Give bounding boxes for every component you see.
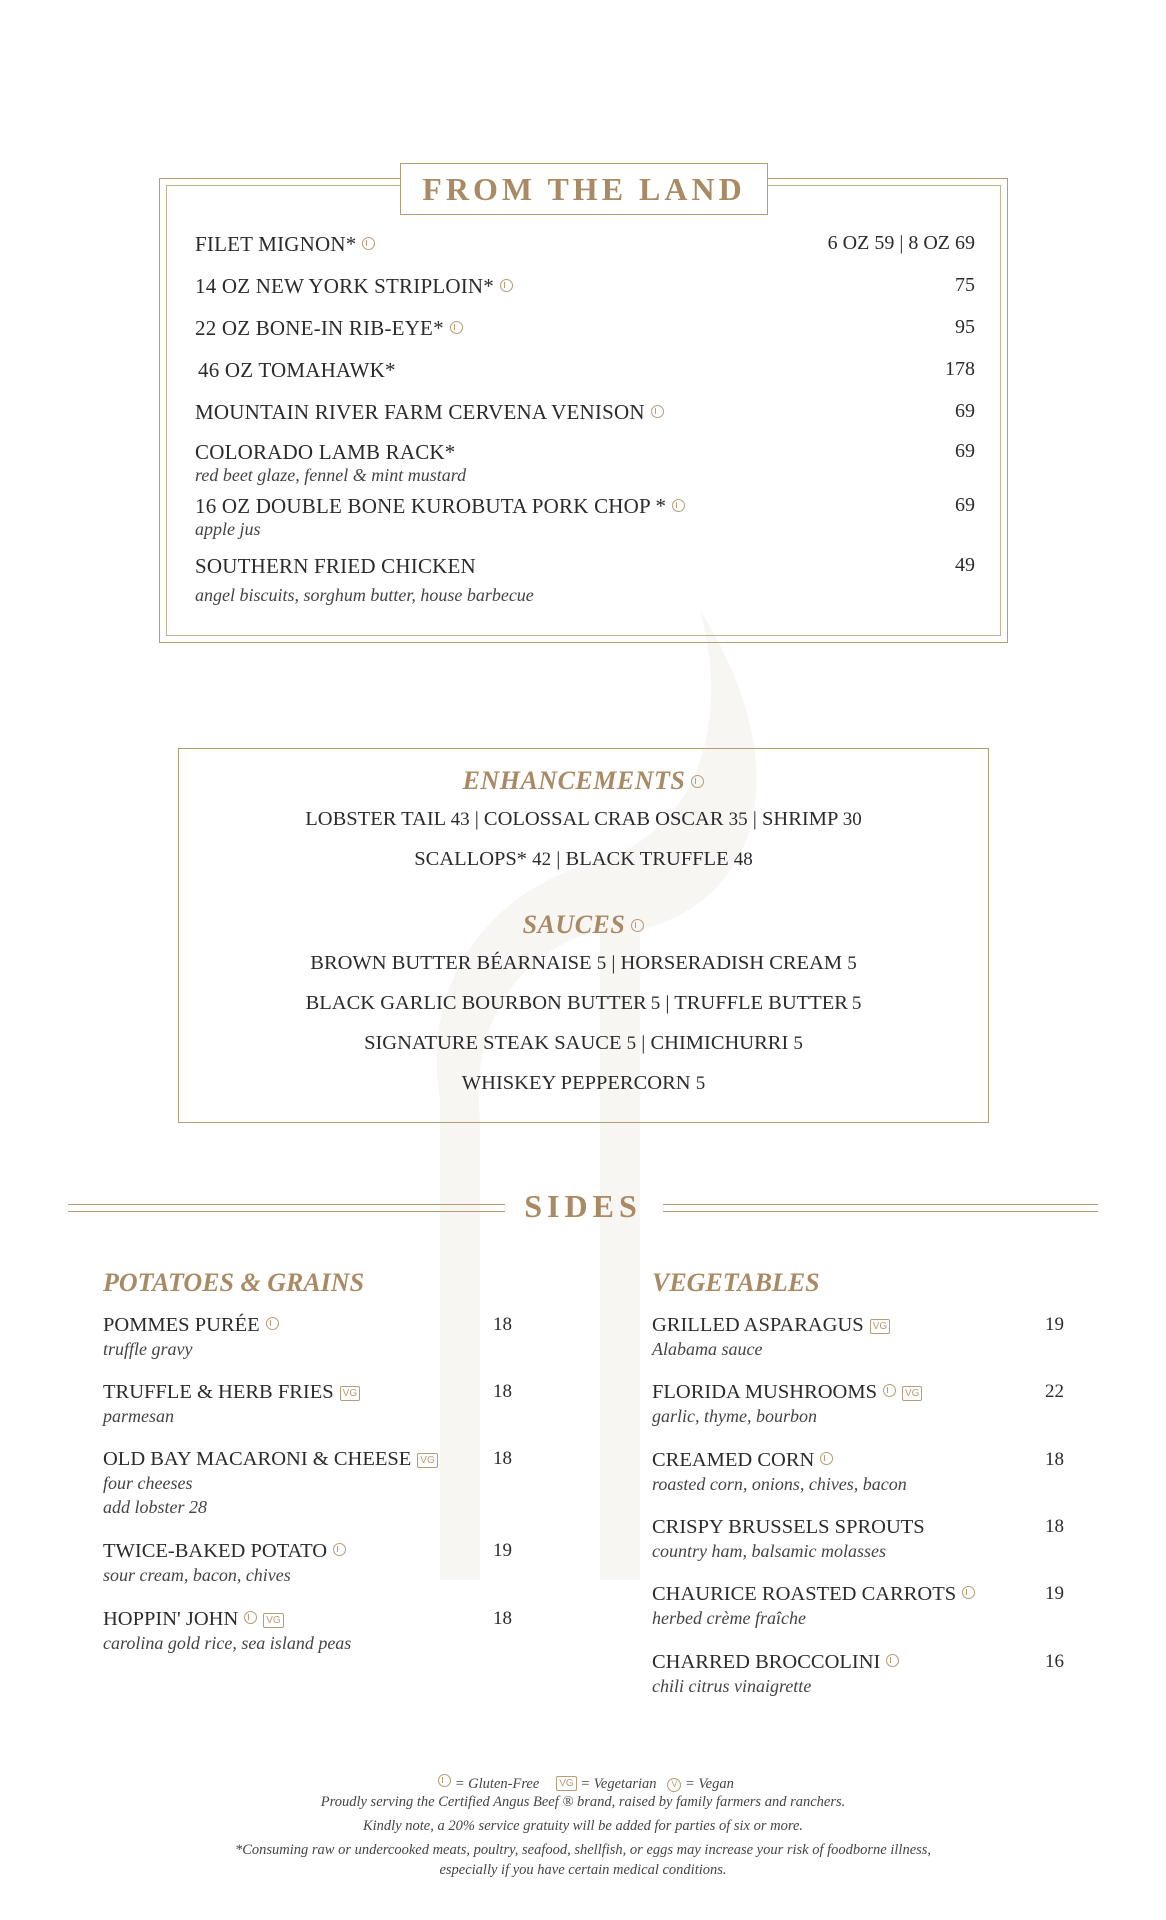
side-description: country ham, balsamic molasses (652, 1541, 886, 1561)
item-price: 69 (955, 494, 975, 516)
vegetarian-icon: VG (556, 1776, 576, 1791)
side-item (652, 1449, 1068, 1496)
item-name: MOUNTAIN RIVER FARM CERVENA VENISON (195, 400, 645, 424)
side-name: GRILLED ASPARAGUS (652, 1314, 864, 1336)
enh-item: | COLOSSAL CRAB OSCAR (474, 808, 724, 830)
side-name: CRISPY BRUSSELS SPROUTS (652, 1516, 925, 1538)
gluten-free-icon (883, 1384, 896, 1397)
side-item (103, 1448, 517, 1519)
side-item (652, 1583, 1068, 1630)
item-price: 6 OZ 59 | 8 OZ 69 (827, 232, 975, 254)
item-name: 14 OZ NEW YORK STRIPLOIN* (195, 274, 494, 298)
sauces-title-text: SAUCES (522, 910, 626, 939)
sauce-item: BROWN BUTTER BÉARNAISE (310, 952, 592, 974)
item-price: 178 (945, 358, 975, 380)
vegetarian-icon: VG (870, 1319, 890, 1334)
side-price: 18 (1045, 1516, 1064, 1537)
gluten-free-icon (362, 237, 375, 250)
enh-price: 35 (728, 809, 748, 830)
sauce-price: 5 (626, 1033, 637, 1054)
side-name: HOPPIN' JOHN (103, 1608, 239, 1630)
enhancements-line-2 (178, 848, 989, 871)
side-name: TRUFFLE & HERB FRIES (103, 1381, 334, 1403)
sauces-line-3 (178, 1032, 989, 1055)
side-description: herbed crème fraîche (652, 1608, 806, 1628)
gluten-free-icon (333, 1543, 346, 1556)
side-description: truffle gravy (103, 1339, 193, 1359)
side-price: 18 (493, 1608, 512, 1629)
enh-price: 48 (733, 849, 753, 870)
gluten-free-icon (438, 1774, 451, 1787)
item-description: angel biscuits, sorghum butter, house barbecue (195, 585, 534, 605)
gluten-free-icon (631, 919, 644, 932)
side-name: OLD BAY MACARONI & CHEESE (103, 1448, 412, 1470)
vegetarian-icon: VG (902, 1386, 922, 1401)
sauce-price: 5 (695, 1073, 706, 1094)
enh-price: 43 (450, 809, 470, 830)
sauce-item: | TRUFFLE BUTTER (665, 992, 848, 1014)
item-price: 69 (955, 400, 975, 422)
side-description: sour cream, bacon, chives (103, 1565, 291, 1585)
sauce-price: 5 (847, 953, 857, 974)
potatoes-title: POTATOES & GRAINS (103, 1268, 365, 1297)
sauce-item: SIGNATURE STEAK SAUCE (364, 1032, 622, 1054)
enh-item: LOBSTER TAIL (305, 808, 446, 830)
vegetarian-icon: VG (417, 1453, 437, 1468)
sauce-item: WHISKEY PEPPERCORN (461, 1072, 691, 1094)
enhancements-title-text: ENHANCEMENTS (462, 766, 686, 795)
side-item (103, 1381, 517, 1428)
sides-title: SIDES (524, 1188, 642, 1224)
footer-line-3: *Consuming raw or undercooked meats, poultry, seafood, shellfish, or eggs may increase your risk of foodborne illness, (234, 1842, 932, 1858)
gluten-free-icon (886, 1654, 899, 1667)
legend (0, 1774, 1166, 1793)
sides-rule-right (663, 1204, 1098, 1212)
side-item (103, 1540, 517, 1587)
item-price: 95 (955, 316, 975, 338)
menu-item (195, 494, 975, 539)
vegetarian-icon: VG (263, 1613, 283, 1628)
menu-item (195, 274, 975, 299)
side-price: 16 (1045, 1651, 1064, 1672)
item-name: 46 OZ TOMAHAWK* (198, 358, 396, 382)
side-price: 18 (1045, 1449, 1064, 1470)
side-name: CREAMED CORN (652, 1449, 815, 1471)
legend-gf: = Gluten-Free (454, 1776, 540, 1792)
gluten-free-icon (266, 1317, 279, 1330)
item-price: 75 (955, 274, 975, 296)
gluten-free-icon (691, 775, 704, 788)
vegan-icon: V (667, 1778, 681, 1792)
side-price: 18 (493, 1314, 512, 1335)
sauce-item: | CHIMICHURRI (641, 1032, 789, 1054)
footer-line-2: Kindly note, a 20% service gratuity will be added for parties of six or more. (362, 1818, 804, 1834)
item-name: COLORADO LAMB RACK* (195, 440, 456, 464)
item-price: 69 (955, 440, 975, 462)
item-price: 49 (955, 554, 975, 576)
side-price: 18 (493, 1381, 512, 1402)
sauces-title (178, 910, 989, 940)
footer-line-4: especially if you have certain medical conditions. (439, 1862, 727, 1878)
side-name: CHAURICE ROASTED CARROTS (652, 1583, 957, 1605)
gluten-free-icon (820, 1452, 833, 1465)
land-title-box (400, 163, 768, 215)
gluten-free-icon (500, 279, 513, 292)
side-name: CHARRED BROCCOLINI (652, 1651, 881, 1673)
side-price: 19 (1045, 1583, 1064, 1604)
sauce-item: | HORSERADISH CREAM (611, 952, 843, 974)
side-price: 18 (493, 1448, 512, 1469)
side-description: Alabama sauce (652, 1339, 763, 1359)
side-name: POMMES PURÉE (103, 1314, 260, 1336)
item-name: SOUTHERN FRIED CHICKEN (195, 554, 476, 578)
land-title: FROM THE LAND (422, 170, 746, 207)
side-description: chili citrus vinaigrette (652, 1676, 812, 1696)
menu-item (195, 316, 975, 341)
enh-item: | SHRIMP (752, 808, 838, 830)
gluten-free-icon (962, 1586, 975, 1599)
menu-item (195, 554, 975, 605)
enh-price: 30 (842, 809, 862, 830)
menu-item (195, 232, 975, 257)
vegetables-title: VEGETABLES (652, 1268, 820, 1297)
legend-vg: = Vegetarian (580, 1776, 657, 1792)
side-price: 19 (493, 1540, 512, 1561)
sauce-price: 5 (851, 993, 862, 1014)
side-item (652, 1516, 1068, 1563)
enh-price: 42 (532, 849, 552, 870)
enhancements-line-1 (178, 808, 989, 831)
sauce-price: 5 (650, 993, 661, 1014)
sauces-line-4 (178, 1072, 989, 1095)
gluten-free-icon (651, 405, 664, 418)
side-item (652, 1381, 1068, 1428)
side-price: 19 (1045, 1314, 1064, 1335)
menu-item (195, 400, 975, 425)
side-item (103, 1608, 517, 1655)
sauce-price: 5 (793, 1033, 803, 1054)
enhancements-title (178, 766, 989, 796)
side-description-addon: add lobster 28 (103, 1497, 208, 1517)
side-description: roasted corn, onions, chives, bacon (652, 1474, 907, 1494)
side-description: four cheeses (103, 1473, 193, 1493)
sauces-line-2 (178, 992, 989, 1015)
enh-item: | BLACK TRUFFLE (556, 848, 729, 870)
footer-line-1: Proudly serving the Certified Angus Beef ® brand, raised by family farmers and ranchers. (320, 1794, 846, 1810)
side-item (103, 1314, 517, 1361)
item-name: 22 OZ BONE-IN RIB-EYE* (195, 316, 444, 340)
enh-item: SCALLOPS* (414, 848, 528, 870)
vegetarian-icon: VG (340, 1386, 360, 1401)
item-description: apple jus (195, 519, 261, 539)
sauce-price: 5 (596, 953, 607, 974)
gluten-free-icon (450, 321, 463, 334)
menu-item (198, 358, 975, 383)
side-name: FLORIDA MUSHROOMS (652, 1381, 877, 1403)
side-item (652, 1651, 1068, 1698)
legend-v: = Vegan (685, 1776, 734, 1792)
item-description: red beet glaze, fennel & mint mustard (195, 465, 467, 485)
side-price: 22 (1045, 1381, 1064, 1402)
sauces-line-1 (178, 952, 989, 975)
gluten-free-icon (244, 1611, 257, 1624)
item-name: 16 OZ DOUBLE BONE KUROBUTA PORK CHOP * (195, 494, 667, 518)
sauce-item: BLACK GARLIC BOURBON BUTTER (305, 992, 647, 1014)
gluten-free-icon (672, 499, 685, 512)
side-description: garlic, thyme, bourbon (652, 1406, 817, 1426)
side-description: carolina gold rice, sea island peas (103, 1633, 352, 1653)
side-description: parmesan (103, 1406, 174, 1426)
side-name: TWICE-BAKED POTATO (103, 1540, 328, 1562)
menu-item (195, 440, 975, 485)
side-item (652, 1314, 1068, 1361)
item-name: FILET MIGNON* (195, 232, 357, 256)
sides-rule-left (68, 1204, 505, 1212)
